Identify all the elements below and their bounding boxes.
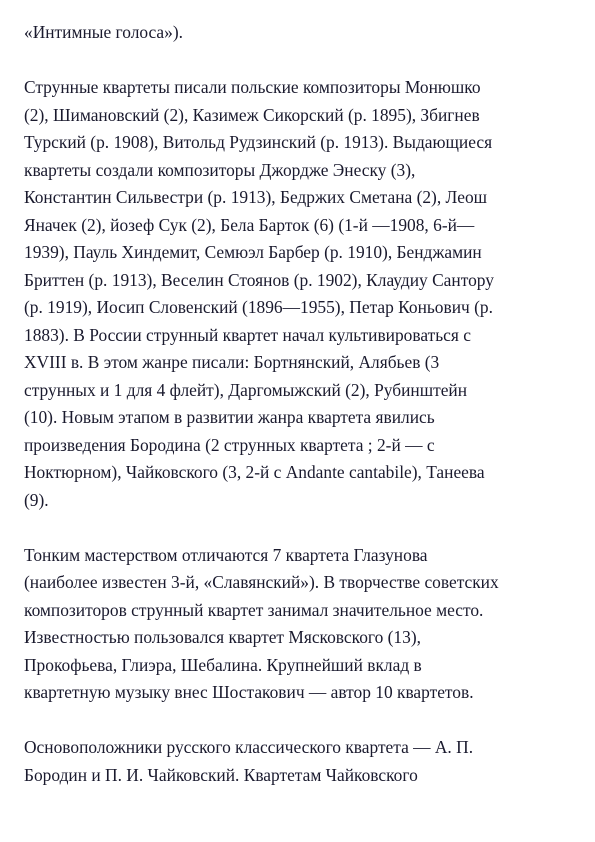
paragraph-gap (24, 707, 572, 735)
paragraph-string-quartets-composers (24, 74, 572, 514)
paragraph-gap (24, 514, 572, 542)
text-line: Основоположники русского классического квартета — А. П. (24, 737, 474, 757)
text-line: струнных и 1 для 4 флейт), Даргомыжский (2), Рубинштейн (24, 379, 468, 400)
text-line: Известностью пользовался квартет Мясковского (13), (24, 627, 421, 647)
paragraph-russian-classical-quartet (24, 734, 572, 789)
text-line: 1883). В России струнный квартет начал культивироваться с (24, 324, 471, 345)
text-line: Прокофьева, Глиэра, Шебалина. Крупнейший вклад в (24, 654, 422, 675)
text-line: Яначек (2), йозеф Сук (2), Бела Барток (6) (1-й —1908, 6-й— (24, 214, 475, 235)
text-line: (р. 1919), Иосип Словенский (1896—1955), Петар Коньович (р. (24, 297, 493, 317)
text-line: квартетную музыку внес Шостакович — автор 10 квартетов. (24, 682, 474, 702)
text-line: Константин Сильвестри (р. 1913), Бедржих Сметана (2), Леош (24, 187, 488, 207)
text-line: произведения Бородина (2 струнных квартета ; 2-й — с (24, 434, 435, 455)
text-line: «Интимные голоса»). (24, 22, 183, 42)
text-line: 1939), Пауль Хиндемит, Семюэл Барбер (р. 1910), Бенджамин (24, 242, 482, 262)
text-line: (9). (24, 489, 49, 510)
text-line: композиторов струнный квартет занимал значительное место. (24, 599, 484, 620)
text-line: XVIII в. В этом жанре писали: Бортнянский, Алябьев (3 (24, 352, 440, 372)
paragraph-soviet-quartets (24, 542, 572, 707)
text-line: Струнные квартеты писали польские композиторы Монюшко (24, 77, 481, 97)
text-line: квартеты создали композиторы Джордже Энеску (3), (24, 159, 416, 180)
text-line: Турский (р. 1908), Витольд Рудзинский (р. 1913). Выдающиеся (24, 132, 493, 152)
text-line: Бриттен (р. 1913), Веселин Стоянов (р. 1902), Клаудиу Сантору (24, 269, 494, 290)
paragraph-continuation (24, 19, 572, 47)
text-line: (10). Новым этапом в развитии жанра квартета явились (24, 407, 435, 427)
text-line: Ноктюрном), Чайковского (3, 2-й с Andante cantabile), Танеева (24, 462, 485, 482)
text-line: (2), Шимановский (2), Казимеж Сикорский (р. 1895), Збигнев (24, 104, 480, 125)
text-line: Бородин и П. И. Чайковский. Квартетам Чайковского (24, 764, 418, 785)
text-line: (наиболее известен 3-й, «Славянский»). В творчестве советских (24, 572, 499, 592)
document-page (24, 19, 572, 789)
text-line: Тонким мастерством отличаются 7 квартета Глазунова (24, 544, 428, 565)
paragraph-gap (24, 47, 572, 75)
